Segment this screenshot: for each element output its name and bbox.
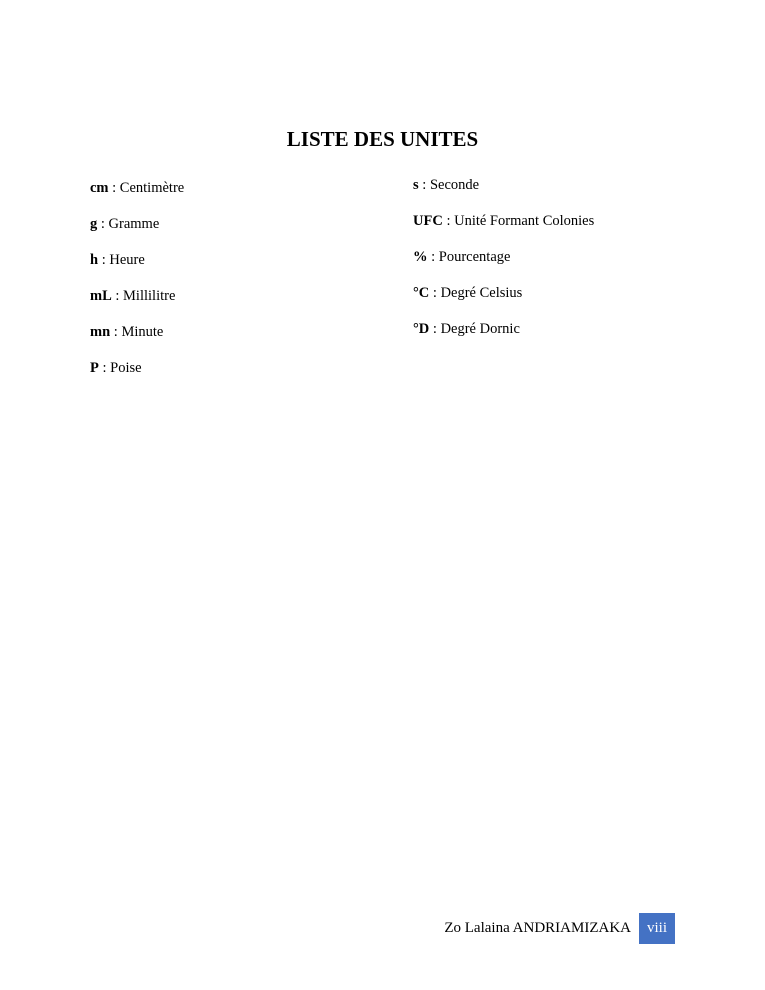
units-list-right bbox=[413, 175, 594, 355]
unit-entry-mn bbox=[90, 322, 184, 358]
unit-meaning: Unité Formant Colonies bbox=[454, 213, 595, 229]
unit-entry-ufc bbox=[413, 211, 594, 247]
page-footer bbox=[400, 913, 675, 944]
unit-separator: : bbox=[111, 288, 124, 304]
unit-entry-percent bbox=[413, 247, 594, 283]
footer-author: Zo Lalaina ANDRIAMIZAKA bbox=[444, 920, 631, 936]
unit-symbol: °D bbox=[413, 321, 430, 337]
unit-meaning: Poise bbox=[110, 360, 142, 376]
unit-symbol: cm bbox=[90, 180, 109, 196]
unit-meaning: Seconde bbox=[429, 177, 480, 193]
unit-separator: : bbox=[442, 213, 455, 229]
unit-symbol: g bbox=[90, 216, 98, 232]
unit-symbol: % bbox=[413, 249, 428, 265]
unit-separator: : bbox=[427, 249, 439, 265]
unit-meaning: Centimètre bbox=[119, 180, 185, 196]
unit-entry-s bbox=[413, 175, 594, 211]
unit-separator: : bbox=[108, 180, 120, 196]
unit-separator: : bbox=[429, 321, 441, 337]
unit-meaning: Degré Celsius bbox=[440, 285, 523, 301]
page-title: LISTE DES UNITES bbox=[286, 127, 479, 151]
unit-symbol: P bbox=[90, 360, 99, 376]
page-number-badge: viii bbox=[639, 913, 675, 944]
unit-entry-cm bbox=[90, 178, 184, 214]
unit-meaning: Heure bbox=[109, 252, 145, 268]
units-list-left bbox=[90, 178, 184, 394]
unit-meaning: Minute bbox=[121, 324, 164, 340]
unit-symbol: s bbox=[413, 177, 419, 193]
unit-symbol: h bbox=[90, 252, 99, 268]
unit-separator: : bbox=[97, 216, 109, 232]
unit-entry-celsius bbox=[413, 283, 594, 319]
unit-separator: : bbox=[418, 177, 430, 193]
unit-meaning: Pourcentage bbox=[438, 249, 511, 265]
unit-entry-h bbox=[90, 250, 184, 286]
unit-separator: : bbox=[110, 324, 122, 340]
unit-entry-dornic bbox=[413, 319, 594, 355]
unit-meaning: Millilitre bbox=[123, 288, 176, 304]
unit-separator: : bbox=[98, 252, 110, 268]
unit-entry-g bbox=[90, 214, 184, 250]
unit-symbol: °C bbox=[413, 285, 430, 301]
unit-separator: : bbox=[98, 360, 111, 376]
unit-symbol: mL bbox=[90, 288, 112, 304]
unit-entry-p bbox=[90, 358, 184, 394]
unit-symbol: UFC bbox=[413, 213, 443, 229]
unit-meaning: Gramme bbox=[108, 216, 160, 232]
unit-meaning: Degré Dornic bbox=[440, 321, 520, 337]
unit-symbol: mn bbox=[90, 324, 111, 340]
unit-separator: : bbox=[429, 285, 441, 301]
unit-entry-ml bbox=[90, 286, 184, 322]
